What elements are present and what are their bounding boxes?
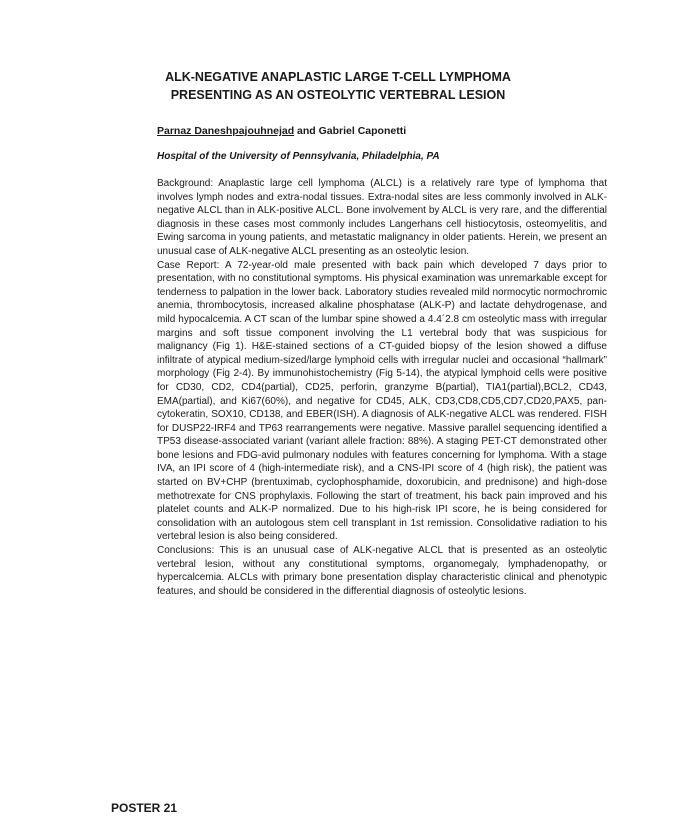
affiliation: Hospital of the University of Pennsylvania, Philadelphia, PA [157, 151, 440, 162]
author-line [157, 124, 406, 138]
abstract-body [157, 177, 607, 598]
abstract-title: ALK-NEGATIVE ANAPLASTIC LARGE T-CELL LYMPHOMA PRESENTING AS AN OSTEOLYTIC VERTEBRAL LESION [165, 70, 511, 102]
conclusions-paragraph: Conclusions: This is an unusual case of ALK-negative ALCL that is presented as an osteolytic vertebral lesion, without any constitutional symptoms, organomegaly, lymphadenopathy, or hypercalcemia. ALCLs with primary bone presentation display characteristic clinical and phenotypic features, and should be considered in the differential diagnosis of osteolytic lesions. [157, 545, 607, 597]
poster-label: POSTER 21 [111, 801, 178, 815]
other-authors: and Gabriel Caponetti [294, 125, 407, 137]
case-report-paragraph: Case Report: A 72-year-old male presented with back pain which developed 7 days prior to presentation, with no constitutional symptoms. His physical examination was unremarkable except for tenderness to palpation in the lower back. Laboratory studies revealed mild normocytic normochromic anemia, thrombocytosis, increased alkaline phosphatase (ALK-P) and lactate dehydrogenase, and mild hypocalcemia. A CT scan of the lumbar spine showed a 4.4´2.8 cm osteolytic mass with irregular margins and soft tissue component involving the L1 vertebral body that was suspicious for malignancy (Fig 1). H&E-stained sections of a CT-guided biopsy of the lesion showed a diffuse infiltrate of atypical medium-sized/large lymphoid cells with irregular nuclei and occasional “hallmark” morphology (Fig 2-4). By immunohistochemistry (Fig 5-14), the atypical lymphoid cells were positive for CD30, CD2, CD4(partial), CD25, perforin, granzyme B(partial), TIA1(partial),BCL2, CD43, EMA(partial), and Ki67(60%), and negative for CD45, ALK, CD3,CD8,CD5,CD7,CD20,PAX5, pan-cytokeratin, SOX10, CD138, and EBER(ISH). A diagnosis of ALK-negative ALCL was rendered. FISH for DUSP22-IRF4 and TP63 rearrangements were negative. Massive parallel sequencing identified a TP53 disease-associated variant (variant allele fraction: 88%). A staging PET-CT demonstrated other bone lesions and FDG-avid pulmonary nodules with features concerning for lymphoma. With a stage IVA, an IPI score of 4 (high-intermediate risk), and a CNS-IPI score of 4 (high risk), the patient was started on BV+CHP (brentuximab, cyclophosphamide, doxorubicin, and prednisone) and high-dose methotrexate for CNS prophylaxis. Following the start of treatment, his back pain improved and his platelet counts and ALK-P normalized. Due to his high-risk IPI score, he is being considered for consolidation with an autologous stem cell transplant in 1st remission. Consolidative radiation to his vertebral lesion is also being considered. [157, 259, 607, 543]
first-author: Parnaz Daneshpajouhnejad [157, 125, 295, 137]
background-paragraph: Background: Anaplastic large cell lymphoma (ALCL) is a relatively rare type of lymphoma that involves lymph nodes and extra-nodal tissues. Extra-nodal sites are less commonly involved in ALK-negative ALCL than in ALK-positive ALCL. Bone involvement by ALCL is very rare, and the differential diagnosis in these cases most commonly includes Langerhans cell histiocytosis, osteomyelitis, and Ewing sarcoma in young patients, and metastatic malignancy in older patients. Herein, we present an unusual case of ALK-negative ALCL presenting as an osteolytic lesion. [157, 178, 607, 257]
